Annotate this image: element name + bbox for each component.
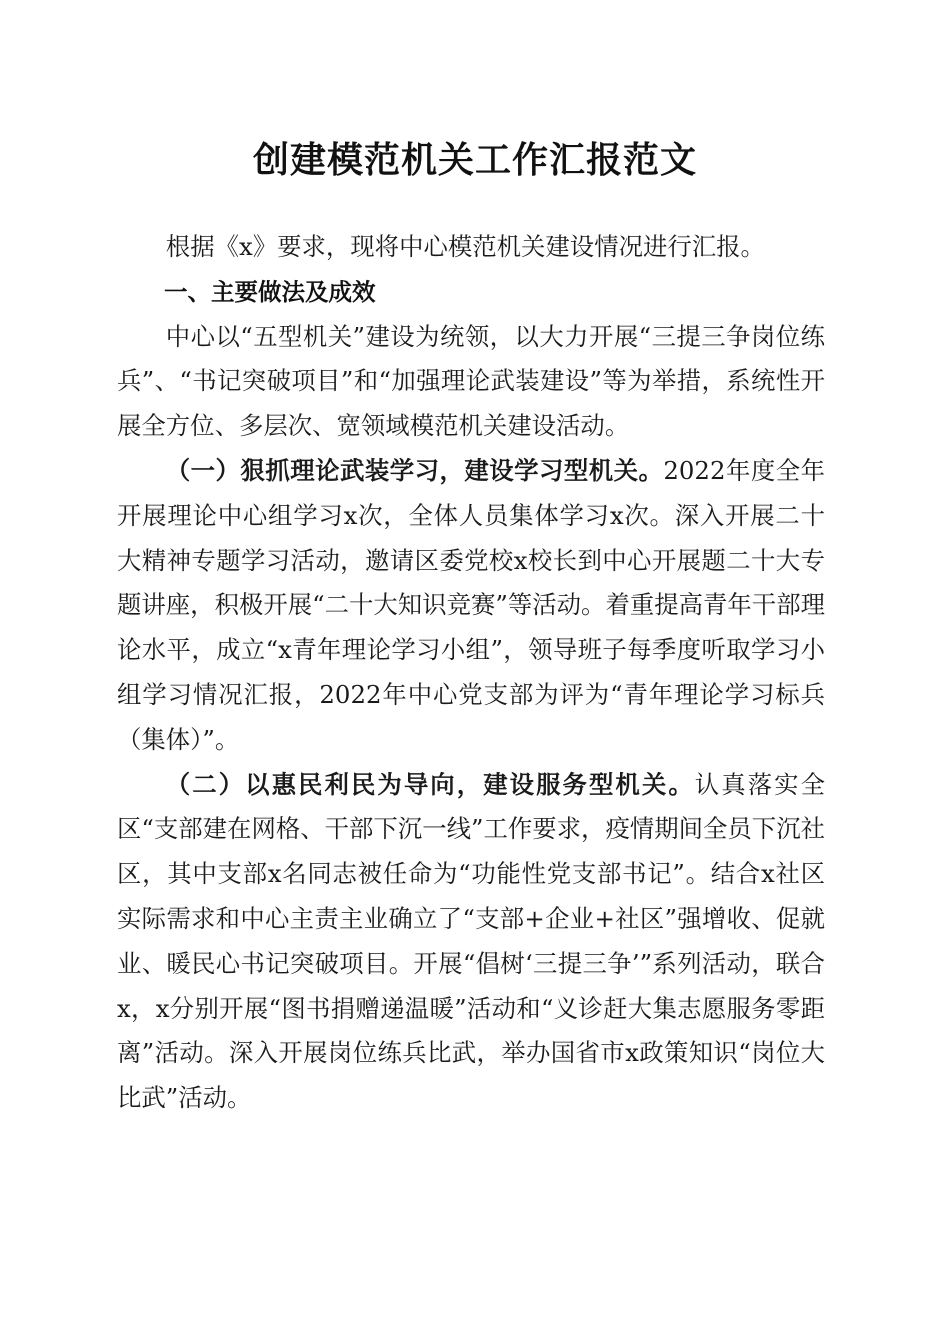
item-text-1: 2022年度全年开展理论中心组学习x次，全体人员集体学习x次。深入开展二十大精神专题学习活动，邀请区委党校x校长到中心开展题二十大专题讲座，积极开展“二十大知识竞赛”等活动。着重提高青年干部理论水平，成立“x青年理论学习小组”，领导班子每季度听取学习小组学习情况汇报，2022年中心党支部为评为“青年理论学习标兵（集体）”。	[117, 455, 825, 754]
document-body	[117, 225, 825, 1121]
overview-paragraph: 中心以“五型机关”建设为统领，以大力开展“三提三争岗位练兵”、“书记突破项目”和“加强理论武装建设”等为举措，系统性开展全方位、多层次、宽领域模范机关建设活动。	[117, 321, 825, 441]
section-heading: 一、主要做法及成效	[164, 277, 376, 306]
document-title: 创建模范机关工作汇报范文	[252, 139, 697, 181]
item-lead-2: （二）以惠民利民为导向，建设服务型机关。	[165, 769, 695, 799]
item-text-2: 认真落实全区“支部建在网格、干部下沉一线”工作要求，疫情期间全员下沉社区，其中支部x名同志被任命为“功能性党支部书记”。结合x社区实际需求和中心主责主业确立了“支部+企业+社区”强增收、促就业、暖民心书记突破项目。开展“倡树‘三提三争’”系列活动，联合x，x分别开展“图书捐赠递温暖”活动和“义诊赶大集志愿服务零距离”活动。深入开展岗位练兵比武，举办国省市x政策知识“岗位大比武”活动。	[117, 769, 825, 1113]
item-paragraph-1	[117, 449, 825, 763]
item-paragraph-2	[117, 763, 825, 1121]
intro-paragraph: 根据《x》要求，现将中心模范机关建设情况进行汇报。	[165, 232, 765, 261]
item-lead-1: （一）狠抓理论武装学习，建设学习型机关。	[165, 455, 664, 485]
